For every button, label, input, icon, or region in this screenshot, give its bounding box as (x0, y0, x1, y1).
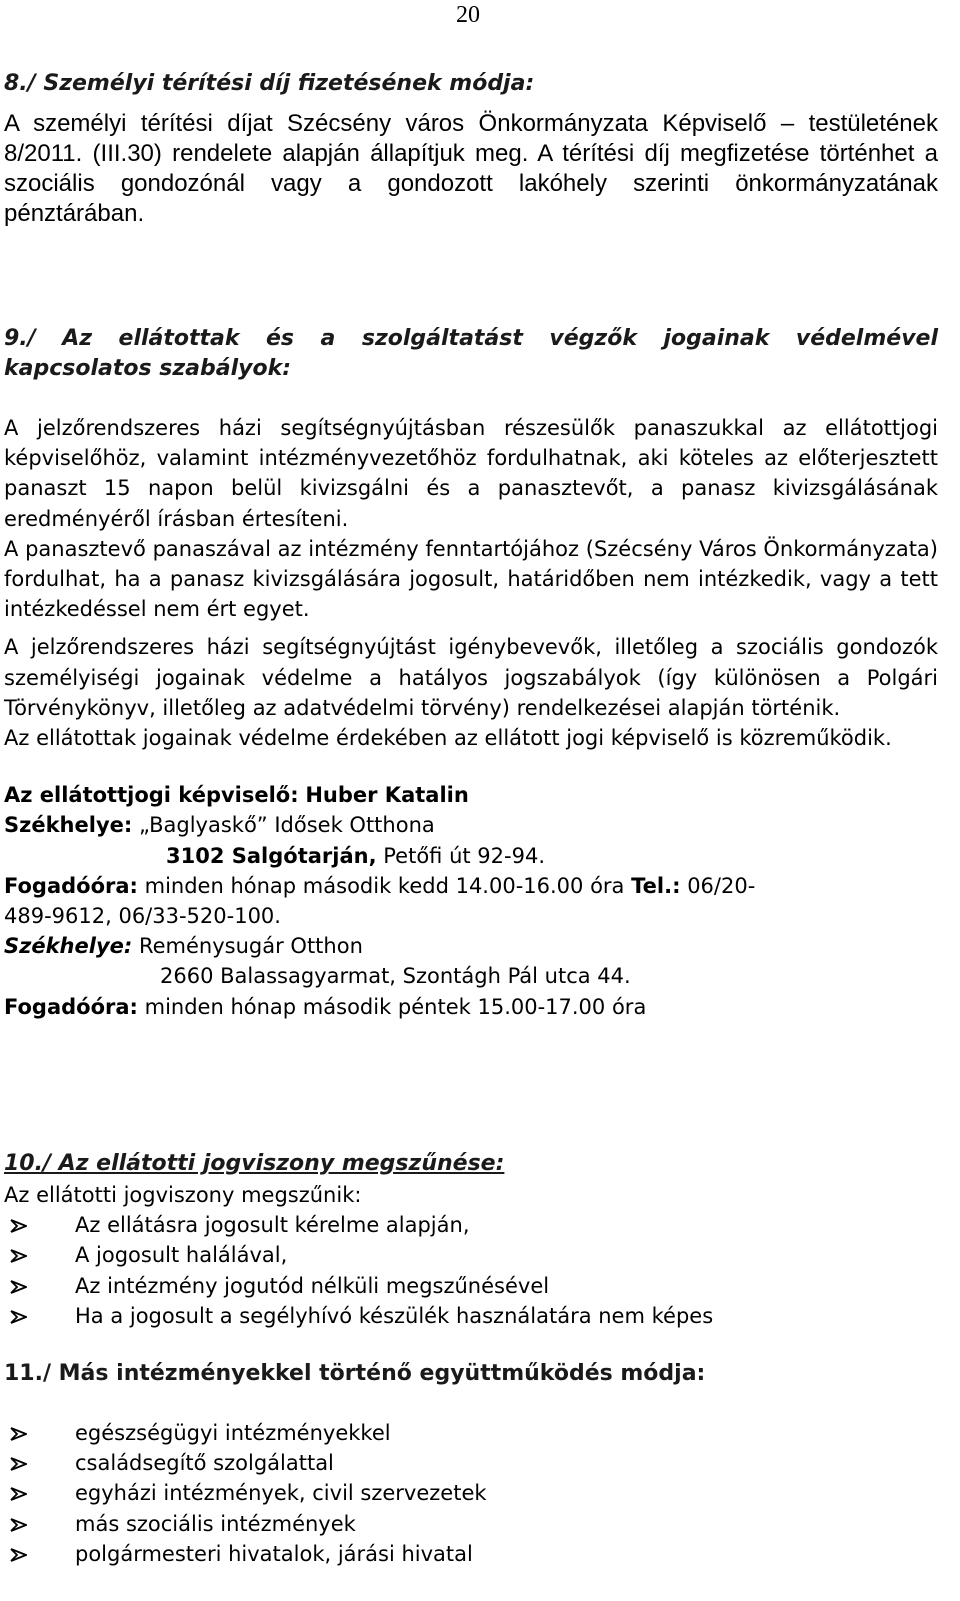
tel-label: Tel. (631, 873, 673, 898)
seat-name: Reménysugár Otthon (138, 934, 363, 959)
section-9 (4, 324, 938, 1022)
section-11-heading: 11./ Más intézményekkel történő együttműködés módja: (4, 1361, 706, 1386)
arrow-bullet-icon (10, 1457, 27, 1471)
seat-address: 2660 Balassagyarmat, Szontágh Pál utca 44. (160, 964, 631, 989)
list-item (4, 1418, 938, 1448)
representative-name: Huber Katalin (305, 783, 469, 808)
section-10-intro: Az ellátotti jogviszony megszűnik: (4, 1183, 362, 1207)
seat-label: Székhelye: (4, 813, 133, 838)
arrow-bullet-icon (10, 1487, 27, 1501)
list-item (4, 1509, 938, 1539)
arrow-bullet-icon (10, 1310, 27, 1324)
list-item-text: Az intézmény jogutód nélküli megszűnésével (75, 1273, 550, 1298)
list-item-text: családsegítő szolgálattal (75, 1451, 334, 1476)
hours-text: minden hónap második péntek 15.00-17.00 óra (144, 994, 647, 1019)
seat-street: Petőfi út 92-94. (383, 843, 546, 868)
representative-info (4, 780, 938, 1022)
arrow-bullet-icon (10, 1548, 27, 1562)
seat-label: Székhelye: (4, 934, 133, 959)
section-9-paragraph: A jelzőrendszeres házi segítségnyújtást igénybevevők, illetőleg a szociális gondozók személyiségi jogainak védelme a hatályos jogszabályok (így különösen a Polgári Törvénykönyv, illetőleg az adatvédelmi törvény) rendelkezései alapján történik. (4, 635, 938, 720)
hours-label: Fogadóóra: (4, 994, 138, 1019)
section-8-text: A személyi térítési díjat Szécsény város Önkormányzata Képviselő – testületének 8/2011. (III.30) rendelete alapján állapítjuk meg. A térítési díj megfizetése történhet a szociális gondozónál vagy a gondozott lakóhely szerinti önkormányzatának pénztárában. (4, 110, 938, 227)
section-9-paragraph: A panasztevő panaszával az intézmény fenntartójához (Szécsény Város Önkormányzata) fordulhat, ha a panasz kivizsgálására jogosult, határidőben nem intézkedik, vagy a tett intézkedéssel nem ért egyet. (4, 536, 938, 622)
seat-city: 3102 Salgótarján, (166, 843, 377, 868)
hours-label: Fogadóóra: (4, 873, 138, 898)
representative-label: Az ellátottjogi képviselő: (4, 783, 299, 808)
list-item-text: Az ellátásra jogosult kérelme alapján, (75, 1213, 470, 1238)
arrow-bullet-icon (10, 1249, 27, 1263)
list-item (4, 1539, 938, 1569)
section-9-paragraph: Az ellátottak jogainak védelme érdekében az ellátott jogi képviselő is közreműködik. (4, 726, 892, 751)
section-10-list (4, 1210, 938, 1331)
section-11-list (4, 1418, 938, 1569)
seat-name: „Baglyaskő” Idősek Otthona (138, 813, 435, 838)
section-9-heading: 9./ Az ellátottak és a szolgáltatást végzők jogainak védelmével kapcsolatos szabályok: (4, 326, 938, 381)
list-item-text: Ha a jogosult a segélyhívó készülék használatára nem képes (75, 1303, 714, 1328)
section-11 (4, 1360, 938, 1569)
section-9-paragraph: A jelzőrendszeres házi segítségnyújtásban részesülők panaszukkal az ellátottjogi képviselőhöz, valamint intézményvezetőhöz fordulhatnak, aki köteles az előterjesztett panaszt 15 napon belül kivizsgálni és a panasztevőt, a panasz kivizsgálásának eredményéről írásban értesíteni. (4, 416, 938, 531)
list-item (4, 1210, 938, 1240)
page-number: 20 (456, 2, 480, 28)
arrow-bullet-icon (10, 1219, 27, 1233)
list-item (4, 1271, 938, 1301)
list-item-text: A jogosult halálával, (75, 1243, 288, 1268)
tel-number-first: 06/20- (687, 873, 756, 898)
list-item (4, 1448, 938, 1478)
arrow-bullet-icon (10, 1427, 27, 1441)
list-item-text: polgármesteri hivatalok, járási hivatal (75, 1541, 473, 1566)
list-item-text: egészségügyi intézményekkel (75, 1421, 391, 1445)
section-8 (4, 70, 938, 229)
list-item-text: más szociális intézmények (75, 1511, 356, 1536)
list-item (4, 1240, 938, 1270)
hours-text: minden hónap második kedd 14.00-16.00 óra (144, 873, 625, 898)
list-item (4, 1478, 938, 1508)
section-8-heading: 8./ Személyi térítési díj fizetésének módja: (4, 71, 535, 96)
list-item-text: egyházi intézmények, civil szervezetek (75, 1481, 487, 1506)
tel-number-rest: 489-9612, 06/33-520-100. (4, 904, 281, 929)
arrow-bullet-icon (10, 1280, 27, 1294)
section-10-heading: 10./ Az ellátotti jogviszony megszűnése: (4, 1151, 505, 1176)
tel-colon: : (672, 873, 681, 898)
section-10 (4, 1150, 938, 1331)
list-item (4, 1301, 938, 1331)
arrow-bullet-icon (10, 1518, 27, 1532)
